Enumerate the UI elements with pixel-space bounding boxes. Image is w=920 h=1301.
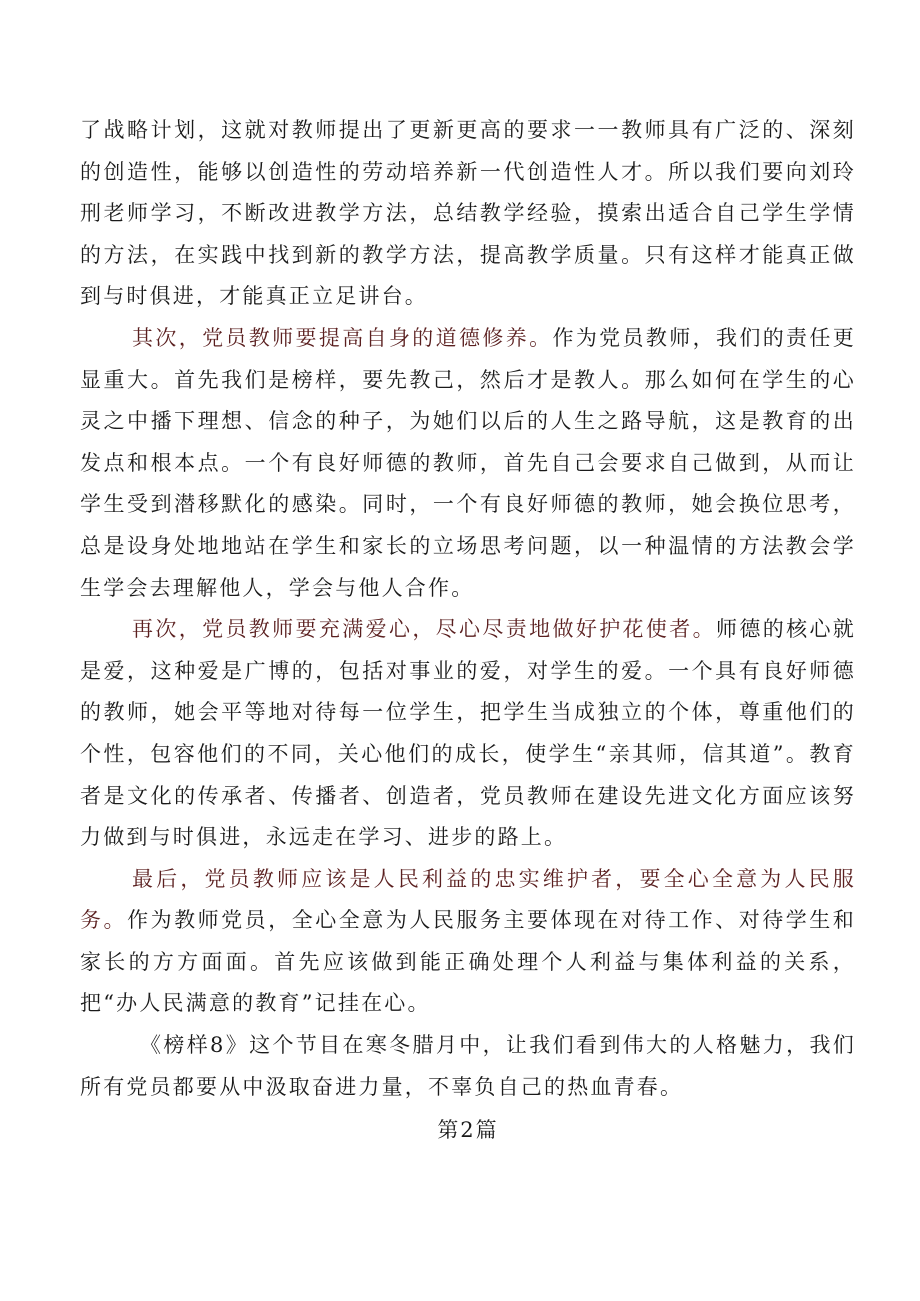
paragraph-text: 作为党员教师，我们的责任更显重大。首先我们是榜样，要先教己，然后才是教人。那么如何在学生的心灵之中播下理想、信念的种子，为她们以后的人生之路导航，这是教育的出发点和根本点。一个有良好师德的教师，首先自己会要求自己做到，从而让学生受到潜移默化的感染。同时，一个有良好师德的教师，她会换位思考，总是设身处地地站在学生和家长的立场思考问题，以一种温情的方法教会学生学会去理解他人，学会与他人合作。 [80, 325, 856, 600]
paragraph-continuation [80, 110, 856, 318]
paragraph-conclusion [80, 1025, 856, 1108]
paragraph-lead: 最后，党员教师应该是人民利益的忠实维护者，要全心全意为人民服务。 [80, 866, 856, 933]
paragraph-serve-people [80, 859, 856, 1025]
section-heading: 第2篇 [437, 1118, 499, 1143]
paragraph-text: 师德的核心就是爱，这种爱是广博的，包括对事业的爱，对学生的爱。一个具有良好师德的教师，她会平等地对待每一位学生，把学生当成独立的个体，尊重他们的个性，包容他们的不同，关心他们的成长，使学生“亲其师，信其道”。教育者是文化的传承者、传播者、创造者，党员教师在建设先进文化方面应该努力做到与时俱进，永远走在学习、进步的路上。 [80, 617, 856, 850]
paragraph-love-students [80, 609, 856, 859]
paragraph-lead: 其次，党员教师要提高自身的道德修养。 [132, 325, 553, 350]
paragraph-moral-cultivation [80, 318, 856, 609]
document-page [80, 110, 856, 1152]
paragraph-text: 了战略计划，这就对教师提出了更新更高的要求一一教师具有广泛的、深刻的创造性，能够以创造性的劳动培养新一代创造性人才。所以我们要向刘玲刑老师学习，不断改进教学方法，总结教学经验，摸索出适合自己学生学情的方法，在实践中找到新的教学方法，提高教学质量。只有这样才能真正做到与时俱进，才能真正立足讲台。 [80, 118, 856, 309]
paragraph-lead: 再次，党员教师要充满爱心，尽心尽责地做好护花使者。 [132, 617, 716, 642]
paragraph-text: 《榜样8》这个节目在寒冬腊月中，让我们看到伟大的人格魅力，我们所有党员都要从中汲取奋进力量，不辜负自己的热血青春。 [80, 1033, 856, 1099]
paragraph-text: 作为教师党员，全心全意为人民服务主要体现在对待工作、对待学生和家长的方方面面。首先应该做到能正确处理个人利益与集体利益的关系，把“办人民满意的教育”记挂在心。 [80, 908, 857, 1016]
